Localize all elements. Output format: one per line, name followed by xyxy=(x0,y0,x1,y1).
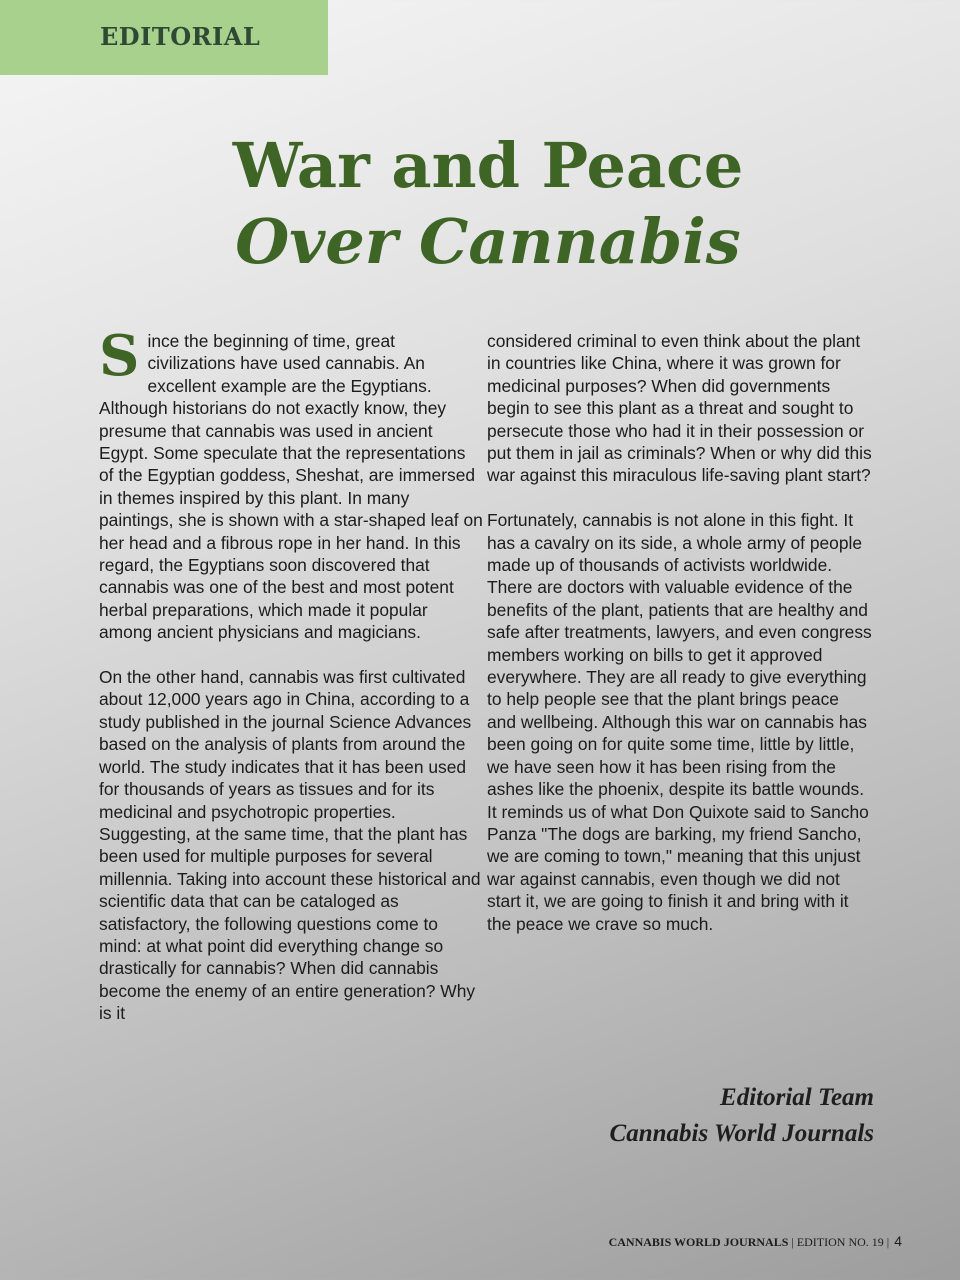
article-paragraph-1 xyxy=(99,323,484,644)
article-paragraph-4: Fortunately, cannabis is not alone in this fight. It has a cavalry on its side, a whole army of people made up of thousands of activists worldwide. There are doctors with valuable evidence of the benefits of the plant, patients that are healthy and safe after treatments, lawyers, and even congress members working on bills to get it approved everywhere. They are all ready to give everything to help people see that the plant brings peace and wellbeing. Although this war on cannabis has been going on for quite some time, little by little, we have seen how it has been rising from the ashes like the phoenix, despite its battle wounds. It reminds us of what Don Quixote said to Sancho Panza "The dogs are barking, my friend Sancho, we are coming to town," meaning that this unjust war against cannabis, even though we did not start it, we are going to finish it and bring with it the peace we crave so much. xyxy=(487,510,872,934)
paragraph-1-text: ince the beginning of time, great civilizations have used cannabis. An excellent example are the Egyptians. Although historians do not exactly know, they presume that cannabis was used in ancient Egypt. Some speculate that the representations of the Egyptian goddess, Sheshat, are immersed in themes inspired by this plant. In many paintings, she is shown with a star-shaped leaf on her head and a fibrous rope in her hand. In this regard, the Egyptians soon discovered that cannabis was one of the best and most potent herbal preparations, which made it popular among ancient physicians and magicians. xyxy=(99,331,483,643)
page-footer xyxy=(609,1233,902,1250)
footer-publication: CANNABIS WORLD JOURNALS xyxy=(608,1235,789,1249)
footer-edition: EDITION NO. 19 xyxy=(796,1235,884,1249)
signature-line-2: Cannabis World Journals xyxy=(609,1120,874,1147)
footer-divider-2: | xyxy=(883,1235,893,1249)
article-title xyxy=(0,128,960,280)
footer-divider: | xyxy=(788,1235,797,1249)
signature xyxy=(610,1080,874,1152)
drop-cap: S xyxy=(99,323,140,389)
section-tag xyxy=(0,0,328,75)
article-paragraph-3: considered criminal to even think about the plant in countries like China, where it was grown for medicinal purposes? When did governments begin to see this plant as a threat and sought to persecute those who had it in their possession or put them in jail as criminals? When or why did this war against this miraculous life-saving plant start? xyxy=(487,331,872,486)
page-number: 4 xyxy=(894,1233,902,1249)
article-paragraph-2: On the other hand, cannabis was first cultivated about 12,000 years ago in China, according to a study published in the journal Science Advances based on the analysis of plants from around the world. The study indicates that it has been used for thousands of years as tissues and for its medicinal and psychotropic properties. Suggesting, at the same time, that the plant has been used for multiple purposes for several millennia. Taking into account these historical and scientific data that can be cataloged as satisfactory, the following questions come to mind: at what point did everything change so drastically for cannabis? When did cannabis become the enemy of an entire generation? Why is it xyxy=(99,667,481,1024)
article-column-right xyxy=(487,330,872,957)
article-column-left xyxy=(99,323,484,1047)
title-line-2: Over Cannabis xyxy=(235,205,741,278)
signature-line-1: Editorial Team xyxy=(720,1084,874,1111)
section-tag-label: EDITORIAL xyxy=(100,22,261,51)
title-line-1: War and Peace xyxy=(232,129,744,202)
